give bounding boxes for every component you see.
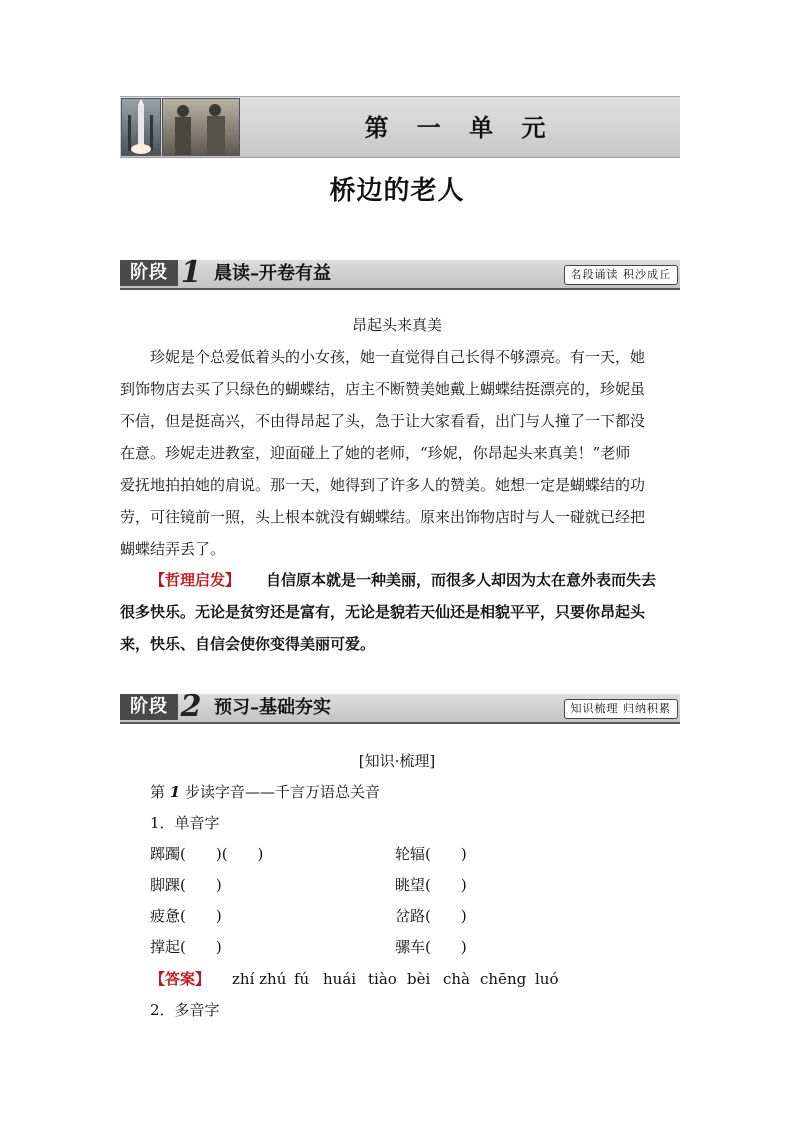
answer-value: bèi xyxy=(407,970,431,988)
unit-title: 第 一 单 元 xyxy=(364,113,556,142)
word-right: 岔路( ) xyxy=(395,907,467,925)
answer-value: chà xyxy=(443,970,471,988)
word-right: 轮辐( ) xyxy=(395,845,467,863)
paragraph-line: 在意。珍妮走进教室，迎面碰上了她的老师，“珍妮，你昂起头来真美！”老师 xyxy=(120,444,631,462)
paragraph-line: 爱抚地拍拍她的肩说。那一天，她得到了许多人的赞美。她想一定是蝴蝶结的功 xyxy=(120,476,646,494)
answer-value: luó xyxy=(535,970,559,988)
answer-value: chēng xyxy=(480,970,527,988)
rocket-photo xyxy=(121,98,161,156)
paragraph-line: 蝴蝶结弄丢了。 xyxy=(120,540,226,558)
soldiers-photo xyxy=(162,98,240,156)
stage1-badge: 名段诵读 积沙成丘 xyxy=(564,265,679,285)
answer-value: huái xyxy=(323,970,357,988)
essay-title: 昂起头来真美 xyxy=(351,316,442,334)
paragraph-line: 珍妮是个总爱低着头的小女孩，她一直觉得自己长得不够漂亮。有一天，她 xyxy=(150,348,646,366)
lesson-title: 桥边的老人 xyxy=(329,176,465,206)
insight-label: 【哲理启发】 xyxy=(150,571,241,589)
step1-heading xyxy=(150,776,380,808)
step1-text: 步读字音——千言万语总关音 xyxy=(180,783,380,801)
insight-line: 自信原本就是一种美丽，而很多人却因为太在意外表而失去 xyxy=(266,571,657,589)
section-title: [知识·梳理] xyxy=(358,752,436,770)
item1-heading: 1．单音字 xyxy=(150,814,220,832)
insight-line: 很多快乐。无论是贫穷还是富有，无论是貌若天仙还是相貌平平，只要你昂起头 xyxy=(120,603,646,621)
word-left: 疲惫( ) xyxy=(150,907,222,925)
word-right: 骡车( ) xyxy=(395,938,467,956)
answer-value: zhí zhú xyxy=(232,970,287,988)
word-left: 踯躅( )( ) xyxy=(150,845,264,863)
stage2-number: 2 xyxy=(180,689,202,724)
stage1-number: 1 xyxy=(180,255,202,290)
stage1-name: 晨读–开卷有益 xyxy=(214,263,331,284)
word-left: 撑起( ) xyxy=(150,938,222,956)
word-right: 眺望( ) xyxy=(395,876,467,894)
paragraph-line: 劳，可往镜前一照，头上根本就没有蝴蝶结。原来出饰物店时与人一碰就已经把 xyxy=(120,508,646,526)
answer-value: fú xyxy=(294,970,310,988)
item2-heading: 2．多音字 xyxy=(150,1001,220,1019)
step1-number: 1 xyxy=(169,783,181,801)
paragraph-line: 不信，但是挺高兴，不由得昂起了头，急于让大家看看，出门与人撞了一下都没 xyxy=(120,412,646,430)
paragraph-line: 到饰物店去买了只绿色的蝴蝶结，店主不断赞美她戴上蝴蝶结挺漂亮的，珍妮虽 xyxy=(120,380,646,398)
step1-prefix: 第 xyxy=(150,783,170,801)
answer-value: tiào xyxy=(368,970,397,988)
stage1-tag: 阶段 xyxy=(120,260,178,286)
stage2-badge: 知识梳理 归纳积累 xyxy=(564,699,679,719)
word-left: 脚踝( ) xyxy=(150,876,222,894)
stage2-tag: 阶段 xyxy=(120,694,178,720)
stage2-name: 预习–基础夯实 xyxy=(214,697,331,718)
answer-label: 【答案】 xyxy=(150,970,211,988)
insight-line: 来，快乐、自信会使你变得美丽可爱。 xyxy=(120,635,376,653)
